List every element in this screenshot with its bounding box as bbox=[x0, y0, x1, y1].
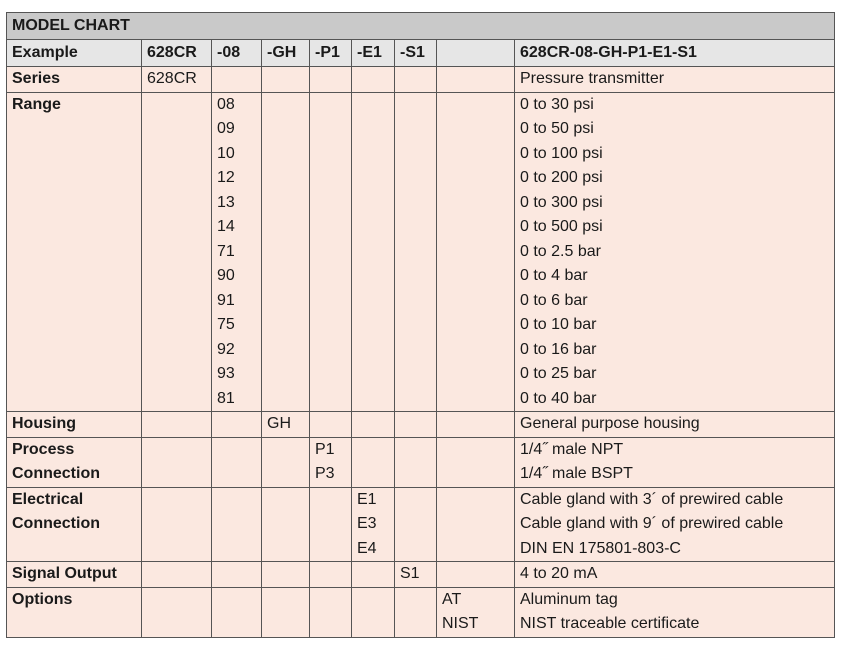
row-label bbox=[7, 412, 142, 438]
description-cell-line: 0 to 200 psi bbox=[520, 169, 603, 186]
description-cell-line: 0 to 25 bar bbox=[520, 365, 597, 382]
row-label bbox=[7, 487, 142, 562]
chart-row bbox=[7, 562, 835, 588]
code-cell bbox=[310, 437, 352, 487]
code-cell-line: S1 bbox=[400, 565, 420, 582]
row-label-line: Series bbox=[12, 70, 61, 87]
code-cell bbox=[142, 437, 212, 487]
code-cell bbox=[310, 487, 352, 562]
code-cell bbox=[142, 92, 212, 412]
code-cell-line: 81 bbox=[217, 389, 235, 407]
row-label-line: Range bbox=[12, 95, 61, 113]
description-cell-line: 0 to 10 bar bbox=[520, 316, 597, 333]
code-cell bbox=[352, 67, 395, 93]
chart-row bbox=[7, 412, 835, 438]
code-cell-line: 75 bbox=[217, 316, 235, 333]
code-cell bbox=[212, 412, 262, 438]
code-cell bbox=[262, 437, 310, 487]
code-cell-line: P3 bbox=[315, 465, 335, 482]
description-cell-line: Cable gland with 9´ of prewired cable bbox=[520, 515, 784, 532]
code-cell-line: 13 bbox=[217, 193, 235, 211]
model-chart-table bbox=[6, 12, 835, 638]
code-cell bbox=[262, 92, 310, 412]
code-cell bbox=[142, 587, 212, 637]
code-cell-line: 12 bbox=[217, 169, 235, 186]
example-full-model: 628CR-08-GH-P1-E1-S1 bbox=[515, 40, 835, 67]
code-cell bbox=[352, 412, 395, 438]
description-cell bbox=[515, 487, 835, 562]
chart-row bbox=[7, 92, 835, 412]
code-cell-line: 628CR bbox=[147, 70, 197, 87]
code-cell bbox=[437, 562, 515, 588]
code-cell-line: E3 bbox=[357, 515, 377, 532]
code-cell-line: P1 bbox=[315, 440, 335, 458]
code-cell bbox=[395, 412, 437, 438]
description-cell bbox=[515, 437, 835, 487]
code-cell bbox=[437, 412, 515, 438]
description-cell-line: General purpose housing bbox=[520, 415, 700, 432]
chart-title: MODEL CHART bbox=[7, 13, 835, 40]
code-cell bbox=[437, 67, 515, 93]
row-label bbox=[7, 437, 142, 487]
row-label bbox=[7, 92, 142, 412]
code-cell bbox=[395, 587, 437, 637]
code-cell-line: 71 bbox=[217, 242, 235, 260]
code-cell-line: 92 bbox=[217, 340, 235, 358]
code-cell bbox=[395, 437, 437, 487]
description-cell-line: 1/4˝ male BSPT bbox=[520, 465, 633, 482]
code-cell bbox=[212, 437, 262, 487]
code-cell bbox=[262, 412, 310, 438]
code-cell bbox=[352, 92, 395, 412]
code-cell bbox=[212, 92, 262, 412]
description-cell-line: NIST traceable certificate bbox=[520, 615, 700, 632]
description-cell-line: 0 to 16 bar bbox=[520, 340, 597, 358]
code-cell bbox=[142, 412, 212, 438]
description-cell-line: 0 to 100 psi bbox=[520, 144, 603, 162]
code-cell bbox=[310, 92, 352, 412]
chart-row bbox=[7, 587, 835, 637]
description-cell-line: 4 to 20 mA bbox=[520, 565, 598, 582]
row-label-line: Connection bbox=[12, 515, 100, 532]
description-cell-line: 0 to 2.5 bar bbox=[520, 242, 601, 260]
description-cell-line: 1/4˝ male NPT bbox=[520, 440, 624, 458]
code-cell bbox=[262, 487, 310, 562]
row-label bbox=[7, 562, 142, 588]
description-cell-line: 0 to 50 psi bbox=[520, 120, 594, 137]
code-cell bbox=[310, 412, 352, 438]
code-cell bbox=[437, 587, 515, 637]
description-cell-line: 0 to 40 bar bbox=[520, 389, 597, 407]
description-cell bbox=[515, 562, 835, 588]
description-cell-line: 0 to 30 psi bbox=[520, 95, 594, 113]
description-cell-line: 0 to 6 bar bbox=[520, 291, 588, 309]
example-code: -P1 bbox=[310, 40, 352, 67]
code-cell-line: 90 bbox=[217, 267, 235, 284]
description-cell-line: 0 to 300 psi bbox=[520, 193, 603, 211]
code-cell bbox=[212, 67, 262, 93]
code-cell-line: E4 bbox=[357, 539, 377, 557]
description-cell-line: Pressure transmitter bbox=[520, 70, 665, 87]
description-cell-line: Cable gland with 3´ of prewired cable bbox=[520, 490, 784, 508]
code-cell-line: 93 bbox=[217, 365, 235, 382]
code-cell-line: GH bbox=[267, 415, 291, 432]
example-code: -GH bbox=[262, 40, 310, 67]
code-cell-line: 09 bbox=[217, 120, 235, 137]
example-code: -E1 bbox=[352, 40, 395, 67]
code-cell bbox=[212, 587, 262, 637]
code-cell-line: 91 bbox=[217, 291, 235, 309]
code-cell bbox=[262, 562, 310, 588]
code-cell bbox=[212, 487, 262, 562]
code-cell bbox=[352, 487, 395, 562]
example-code: -08 bbox=[212, 40, 262, 67]
row-label-line: Connection bbox=[12, 465, 100, 482]
description-cell-line: DIN EN 175801-803-C bbox=[520, 539, 681, 557]
row-label-line: Options bbox=[12, 590, 73, 608]
example-code: 628CR bbox=[142, 40, 212, 67]
description-cell bbox=[515, 587, 835, 637]
code-cell bbox=[352, 437, 395, 487]
chart-row bbox=[7, 437, 835, 487]
description-cell bbox=[515, 67, 835, 93]
row-label-line: Signal Output bbox=[12, 565, 117, 582]
code-cell bbox=[310, 587, 352, 637]
description-cell-line: Aluminum tag bbox=[520, 590, 618, 608]
example-code: -S1 bbox=[395, 40, 437, 67]
code-cell bbox=[352, 562, 395, 588]
code-cell bbox=[352, 587, 395, 637]
code-cell bbox=[142, 562, 212, 588]
code-cell bbox=[262, 587, 310, 637]
row-label-line: Process bbox=[12, 440, 75, 458]
code-cell bbox=[142, 487, 212, 562]
code-cell bbox=[395, 487, 437, 562]
example-row bbox=[7, 40, 835, 67]
description-cell bbox=[515, 412, 835, 438]
title-row bbox=[7, 13, 835, 40]
code-cell bbox=[395, 67, 437, 93]
row-label-line: Housing bbox=[12, 415, 76, 432]
code-cell bbox=[310, 562, 352, 588]
code-cell bbox=[262, 67, 310, 93]
code-cell-line: 14 bbox=[217, 218, 235, 235]
chart-row bbox=[7, 487, 835, 562]
row-label bbox=[7, 587, 142, 637]
code-cell bbox=[437, 92, 515, 412]
code-cell bbox=[212, 562, 262, 588]
code-cell-line: AT bbox=[442, 590, 462, 608]
description-cell-line: 0 to 4 bar bbox=[520, 267, 588, 284]
code-cell-line: NIST bbox=[442, 615, 479, 632]
description-cell-line: 0 to 500 psi bbox=[520, 218, 603, 235]
code-cell bbox=[437, 487, 515, 562]
code-cell-line: E1 bbox=[357, 490, 377, 508]
code-cell bbox=[395, 562, 437, 588]
chart-row bbox=[7, 67, 835, 93]
example-code bbox=[437, 40, 515, 67]
example-label: Example bbox=[7, 40, 142, 67]
code-cell bbox=[395, 92, 437, 412]
row-label-line: Electrical bbox=[12, 490, 84, 508]
code-cell bbox=[310, 67, 352, 93]
code-cell-line: 10 bbox=[217, 144, 235, 162]
code-cell bbox=[142, 67, 212, 93]
code-cell bbox=[437, 437, 515, 487]
row-label bbox=[7, 67, 142, 93]
code-cell-line: 08 bbox=[217, 95, 235, 113]
description-cell bbox=[515, 92, 835, 412]
